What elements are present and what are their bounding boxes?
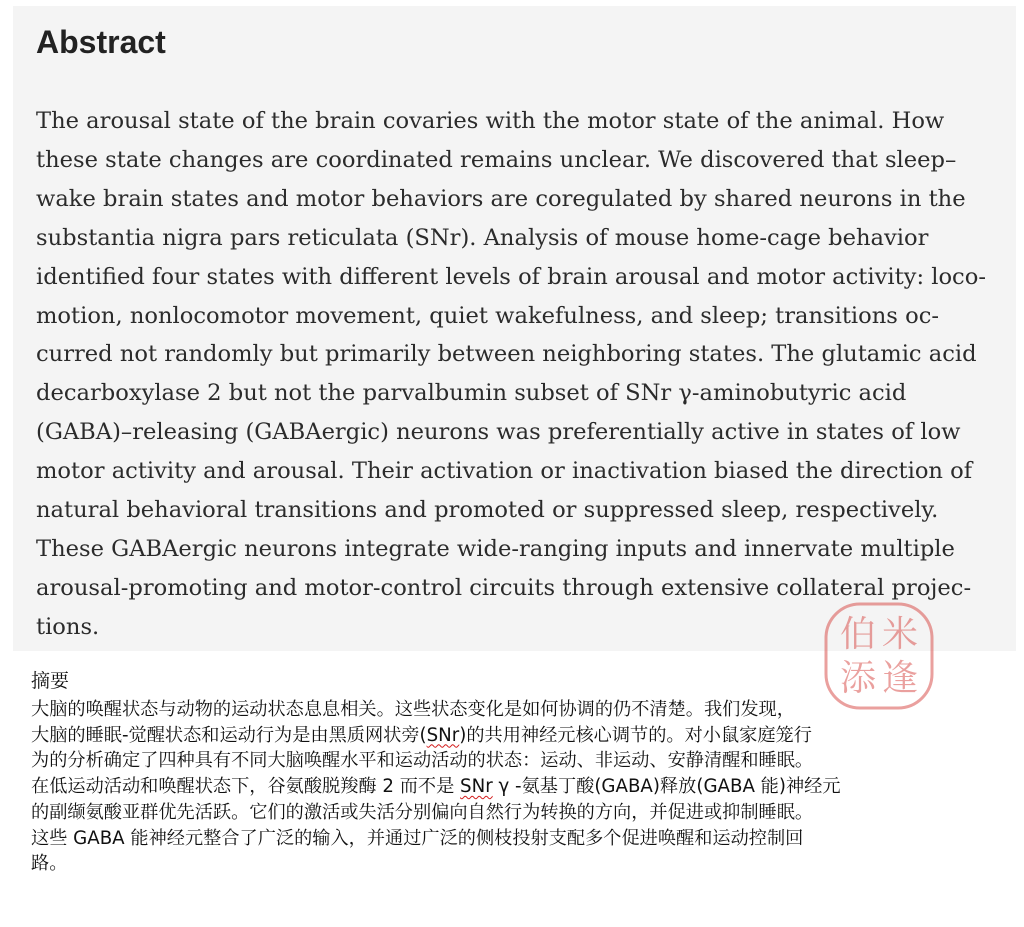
translation-line: 的副缬氨酸亚群优先活跃。它们的激活或失活分别偏向自然行为转换的方向，并促进或抑制睡眠。 [31, 801, 814, 823]
translation-title: 摘要 [31, 670, 70, 692]
translation-segment: γ -氨基丁酸(GABA)释放(GABA 能)神经元 [492, 776, 841, 798]
abstract-line: decarboxylase 2 but not the parvalbumin subset of SNr γ-aminobutyric acid [36, 380, 907, 407]
translation-segment: 在低运动活动和唤醒状态下，谷氨酸脱羧酶 2 而不是 [31, 776, 461, 798]
translation-segment: )的共用神经元核心调节的。对小鼠家庭笼行 [459, 724, 812, 746]
abstract-line: motion, nonlocomotor movement, quiet wakefulness, and sleep; transitions oc- [36, 302, 939, 329]
seal-char: 米 [881, 614, 919, 655]
translation-line: 大脑的唤醒状态与动物的运动状态息息相关。这些状态变化是如何协调的仍不清楚。我们发现， [31, 699, 795, 720]
translation-line: 为的分析确定了四种具有不同大脑唤醒水平和运动活动的状态：运动、非运动、安静清醒和睡眠。 [31, 750, 814, 772]
abstract-line: tions. [36, 613, 100, 640]
abstract-body [36, 102, 996, 647]
translation-body [31, 697, 1016, 877]
spellcheck-flagged-word: SNr [460, 776, 493, 798]
abstract-line: natural behavioral transitions and promoted or suppressed sleep, respectively. [36, 497, 939, 524]
abstract-line: (GABA)–releasing (GABAergic) neurons was preferentially active in states of low [36, 419, 961, 446]
translation-line [31, 723, 1016, 749]
translation-line: 这些 GABA 能神经元整合了广泛的输入，并通过广泛的侧枝投射支配多个促进唤醒和运动控制回 [31, 827, 804, 849]
seal-stamp-icon [822, 600, 936, 712]
translation-line [31, 774, 1016, 800]
seal-char: 添 [839, 658, 877, 699]
abstract-line: these state changes are coordinated remains unclear. We discovered that sleep– [36, 146, 957, 173]
spellcheck-flagged-word: SNr [426, 724, 460, 746]
abstract-line: wake brain states and motor behaviors are coregulated by shared neurons in the [36, 185, 966, 212]
abstract-line: identified four states with different levels of brain arousal and motor activity: loco- [36, 263, 986, 290]
abstract-line: curred not randomly but primarily between neighboring states. The glutamic acid [36, 341, 977, 368]
translation-segment: 大脑的睡眠-觉醒状态和运动行为是由黑质网状旁( [31, 724, 427, 746]
abstract-heading: Abstract [36, 24, 166, 60]
abstract-line: substantia nigra pars reticulata (SNr). Analysis of mouse home-cage behavior [36, 224, 929, 251]
abstract-card [13, 6, 1016, 651]
seal-char: 伯 [839, 614, 877, 655]
abstract-line: These GABAergic neurons integrate wide-ranging inputs and innervate multiple [36, 535, 955, 562]
abstract-line: motor activity and arousal. Their activation or inactivation biased the direction of [36, 458, 973, 485]
abstract-line: arousal-promoting and motor-control circuits through extensive collateral projec- [36, 574, 972, 601]
seal-char: 逢 [881, 658, 919, 699]
abstract-line: The arousal state of the brain covaries with the motor state of the animal. How [36, 108, 945, 134]
translation-line: 路。 [31, 853, 68, 875]
